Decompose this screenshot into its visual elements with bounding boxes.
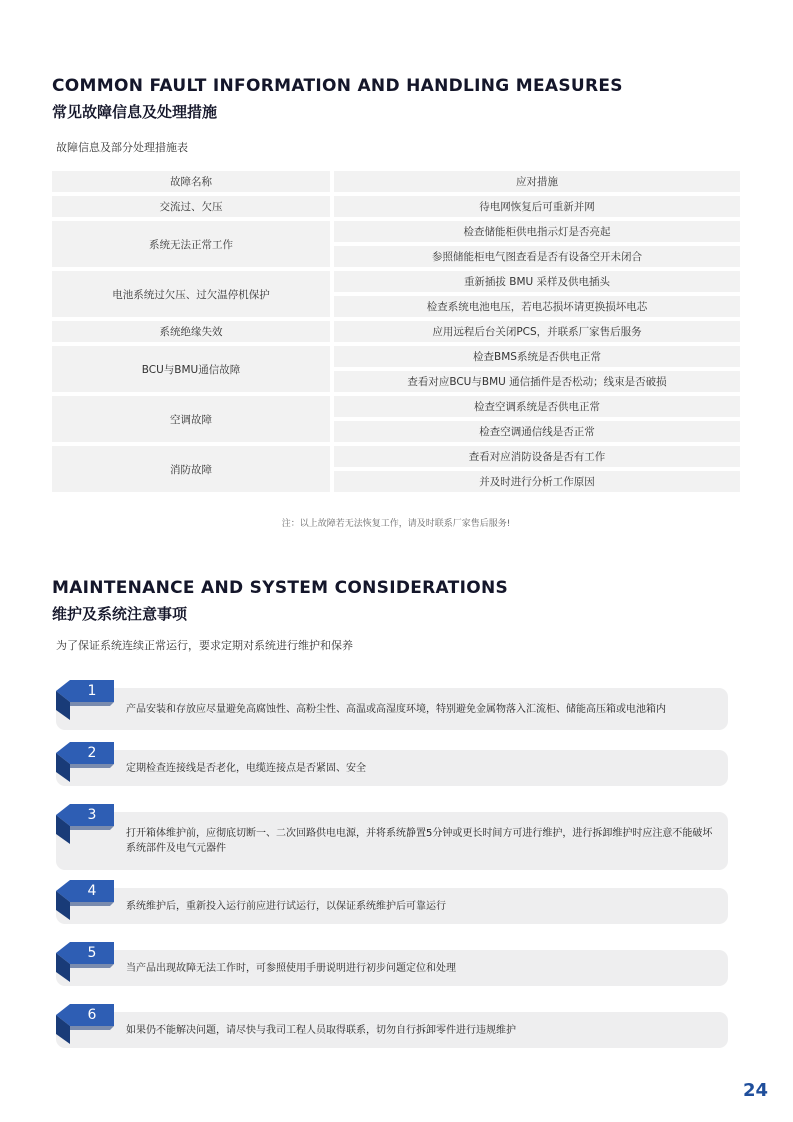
maintenance-item (52, 680, 728, 732)
measure-cell: 检查空调通信线是否正常 (334, 421, 740, 442)
measure-cell: 检查系统电池电压，若电芯损坏请更换损坏电芯 (334, 296, 740, 317)
table-note: 注：以上故障若无法恢复工作，请及时联系厂家售后服务! (281, 519, 511, 529)
measure-cell: 待电网恢复后可重新并网 (334, 196, 740, 217)
table-row (52, 321, 740, 342)
table-header-row (52, 171, 740, 192)
maintenance-item (52, 742, 728, 788)
table-row (52, 196, 740, 217)
fault-name-cell: 系统绝缘失效 (52, 321, 330, 342)
fault-name-cell: 消防故障 (52, 446, 330, 492)
fault-name-cell: 空调故障 (52, 396, 330, 442)
item-text: 系统维护后，重新投入运行前应进行试运行，以保证系统维护后可靠运行 (126, 900, 446, 912)
table-row (52, 346, 740, 392)
item-text: 产品安装和存放应尽量避免高腐蚀性、高粉尘性、高温或高湿度环境，特别避免金属物落入汇流柜、储能高压箱或电池箱内 (126, 703, 666, 715)
measure-cell: 并及时进行分析工作原因 (334, 471, 740, 492)
page-number: 24 (742, 1080, 768, 1101)
item-number: 6 (87, 1007, 97, 1023)
maintenance-intro: 为了保证系统连续正常运行，要求定期对系统进行维护和保养 (56, 639, 353, 652)
measure-cell: 应用远程后台关闭PCS，并联系厂家售后服务 (334, 321, 740, 342)
measure-cell: 查看对应消防设备是否有工作 (334, 446, 740, 467)
number-badge (52, 942, 116, 988)
table-row (52, 221, 740, 267)
number-badge (52, 742, 116, 788)
item-text: 如果仍不能解决问题，请尽快与我司工程人员取得联系，切勿自行拆卸零件进行违规维护 (126, 1024, 516, 1036)
maintenance-item (52, 880, 728, 926)
fault-table (52, 171, 740, 492)
table-row (52, 396, 740, 442)
item-text: 打开箱体维护前，应彻底切断一、二次回路供电电源，并将系统静置5分钟或更长时间方可进行维护，进行拆卸维护时应注意不能破坏系统部件及电气元器件 (126, 828, 713, 854)
item-number: 4 (87, 883, 97, 899)
fault-section-title-en: COMMON FAULT INFORMATION AND HANDLING MEASURES (52, 76, 623, 96)
fault-name-cell: 系统无法正常工作 (52, 221, 330, 267)
item-number: 5 (87, 945, 97, 961)
fault-name-cell: 电池系统过欠压、过欠温停机保护 (52, 271, 330, 317)
item-number: 1 (87, 683, 97, 699)
fault-name-cell: 交流过、欠压 (52, 196, 330, 217)
number-badge (52, 804, 116, 850)
maintenance-item (52, 804, 728, 872)
item-text: 定期检查连接线是否老化，电缆连接点是否紧固、安全 (126, 762, 366, 774)
number-badge (52, 680, 116, 726)
fault-section-title-cn: 常见故障信息及处理措施 (52, 103, 218, 121)
measure-cell: 参照储能柜电气图查看是否有设备空开未闭合 (334, 246, 740, 267)
maintenance-section-title-cn: 维护及系统注意事项 (52, 605, 188, 623)
item-text: 当产品出现故障无法工作时，可参照使用手册说明进行初步问题定位和处理 (126, 962, 456, 974)
measure-cell: 查看对应BCU与BMU 通信插件是否松动；线束是否破损 (334, 371, 740, 392)
maintenance-item (52, 1004, 728, 1050)
maintenance-item (52, 942, 728, 988)
maintenance-section-title-en: MAINTENANCE AND SYSTEM CONSIDERATIONS (52, 578, 509, 598)
table-row (52, 271, 740, 317)
measure-cell: 重新插拔 BMU 采样及供电插头 (334, 271, 740, 292)
header-fault-name: 故障名称 (52, 171, 330, 192)
item-number: 2 (87, 745, 97, 761)
measure-cell: 检查空调系统是否供电正常 (334, 396, 740, 417)
number-badge (52, 1004, 116, 1050)
table-row (52, 446, 740, 492)
table-caption: 故障信息及部分处理措施表 (56, 141, 188, 154)
measure-cell: 检查BMS系统是否供电正常 (334, 346, 740, 367)
fault-name-cell: BCU与BMU通信故障 (52, 346, 330, 392)
header-measure: 应对措施 (334, 171, 740, 192)
item-number: 3 (87, 807, 97, 823)
measure-cell: 检查储能柜供电指示灯是否亮起 (334, 221, 740, 242)
number-badge (52, 880, 116, 926)
